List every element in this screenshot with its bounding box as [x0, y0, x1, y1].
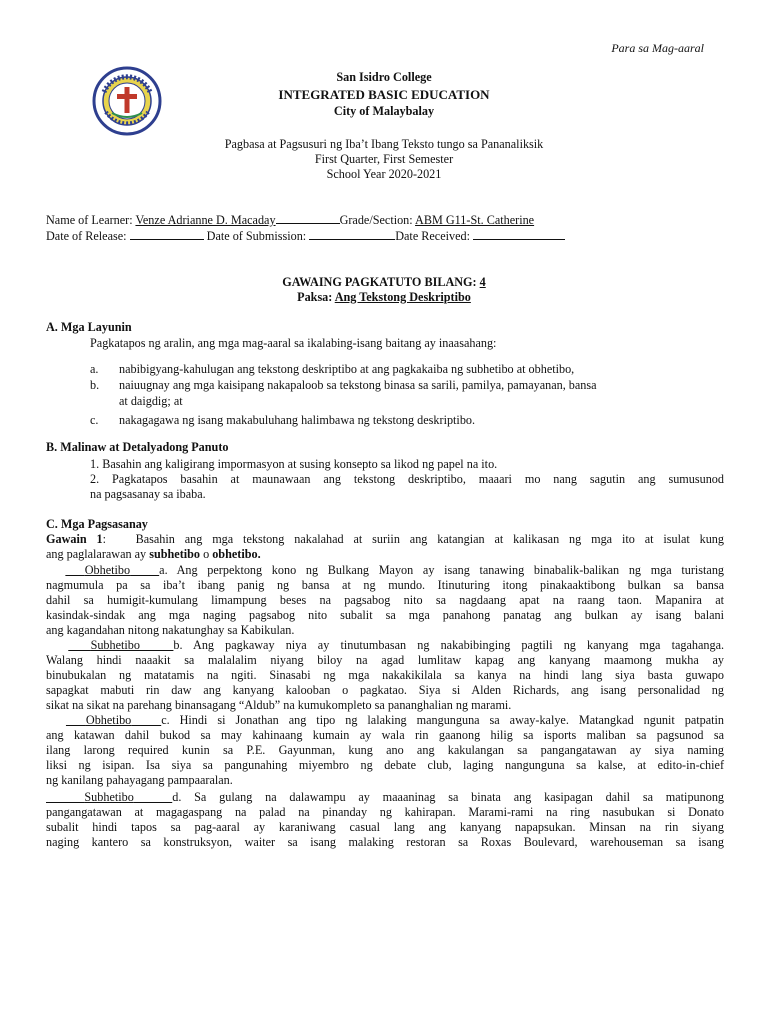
objective-label: a. — [90, 362, 99, 376]
objectives-intro: Pagkatapos ng aralin, ang mga mag-aaral sa ikalabing-isang baitang ay inaasahang: — [90, 336, 497, 350]
passage-line: liksi ng isipan. Isa siya sa pangunahing miyembro ng debate club, laging nangunguna sa kalse, at edito-in-chief — [46, 758, 724, 772]
task-text: Basahin ang mga tekstong nakalahad at suriin ang katangian at kalikasan ng mga ito at isulat kung — [135, 532, 724, 546]
objective-label: c. — [90, 413, 99, 427]
dates-row — [46, 228, 722, 244]
release-label: Date of Release: — [46, 229, 127, 243]
answer-field[interactable]: Obhetibo — [84, 563, 131, 577]
learner-name-field[interactable]: Venze Adrianne D. Macaday — [135, 213, 276, 227]
task-label: Gawain 1 — [46, 532, 103, 546]
activity-topic — [0, 290, 768, 305]
name-blank — [276, 212, 340, 224]
instructions-heading: B. Malinaw at Detalyadong Panuto — [46, 440, 229, 454]
school-name: San Isidro College — [336, 70, 432, 84]
instruction-item-cont: na pagsasanay sa ibaba. — [90, 487, 206, 501]
objective-text: nakagagawa ng isang makabuluhang halimbawa ng tekstong deskriptibo. — [119, 413, 476, 427]
exercises-heading: C. Mga Pagsasanay — [46, 517, 148, 531]
objective-text-cont: at daigdig; at — [119, 394, 183, 408]
passage-line: binubukalan ng matatamis na ngiti. Sinasabi ng mga nakakikilala sa kanya na hindi lang siya basta guwapo — [46, 668, 724, 682]
passage-line: pangangatawan at magagaspang na palad na pinanday ng kahirapan. Marami-rami na ring nasubukan si Donato — [46, 805, 724, 819]
objectives-heading: A. Mga Layunin — [46, 320, 132, 334]
passage-line: ang kagandahan nitong nakatunghay sa Kabikulan. — [46, 623, 295, 637]
grade-label: Grade/Section: — [339, 213, 413, 227]
answer-field[interactable]: Subhetibo — [90, 638, 140, 652]
topic-value: Ang Tekstong Deskriptibo — [334, 290, 471, 304]
option-subhetibo: subhetibo — [149, 547, 201, 561]
passage-line: ng kanilang pahayagang pampaaralan. — [46, 773, 233, 787]
passage-line: ang katawan dahil bukod sa may kahinaang kumain ay wala rin gaanong hilig sa isports maliban sa pagsunod sa — [46, 728, 724, 742]
passage-line: Subhetibo d. Sa gulang na dalawampu ay maaaninag sa binata ang kasipagan dahil sa matipunong — [46, 790, 724, 805]
objective-label: b. — [90, 378, 100, 392]
task-line2-text: ang paglalarawan ay — [46, 547, 147, 561]
passage-b — [46, 638, 724, 713]
instruction-item: 1. Basahin ang kaligirang impormasyon at susing konsepto sa likod ng papel na ito. — [90, 457, 498, 471]
header-note: Para sa Mag-aaral — [611, 41, 704, 55]
task-instructions-line2 — [46, 547, 261, 562]
passage-line: nagmumula pa sa iba’t ibang panig ng bansa at ng mundo. Itinuturing itong pinakaaktibong bulkan sa bansa — [46, 578, 724, 592]
submission-date-field[interactable] — [309, 228, 395, 240]
objective-item — [46, 378, 724, 393]
passage-line: Subhetibo b. Ang pagkaway niya ay tinutumbasan ng nakabibinging pagtili ng kanyang mga tagahanga. — [46, 638, 724, 653]
grade-section-field[interactable]: ABM G11-St. Catherine — [415, 213, 535, 227]
activity-number: 4 — [479, 275, 486, 289]
passage-line: kasindak-sindak ang mga naging pagsabog nito subalit sa mga panahong panatag ang bulkan ay isang balani — [46, 608, 724, 622]
name-label: Name of Learner: — [46, 213, 133, 227]
received-date-field[interactable] — [473, 228, 565, 240]
school-city: City of Malaybalay — [333, 104, 435, 118]
objective-text: nabibigyang-kahulugan ang tekstong deskriptibo at ang pagkakaiba ng subhetibo at obhetibo, — [119, 362, 575, 376]
activity-title-label: GAWAING PAGKATUTO BILANG: — [282, 275, 477, 289]
option-or: o — [203, 547, 210, 561]
school-year: School Year 2020-2021 — [326, 167, 442, 181]
course-quarter: First Quarter, First Semester — [314, 152, 454, 166]
answer-field[interactable]: Obhetibo — [85, 713, 132, 727]
learner-info-row — [46, 212, 722, 228]
passage-line: Obhetibo a. Ang perpektong kono ng Bulkang Mayon ay isang tanawing binabalik-balikan ng mga turistang — [46, 563, 724, 578]
option-obhetibo: obhetibo. — [212, 547, 261, 561]
activity-title — [0, 275, 768, 290]
submission-label: Date of Submission: — [206, 229, 307, 243]
passage-line: sikat na sikat na parehang binansagang “Aldub” na kumukompleto sa pananghalian ng marami. — [46, 698, 512, 712]
passage-a — [46, 563, 724, 638]
passage-line: Obhetibo c. Hindi si Jonathan ang tipo ng lalaking mangunguna sa away-kalye. Matangkad ngunit patpatin — [46, 713, 724, 728]
objective-item — [46, 362, 724, 377]
passage-d — [46, 790, 724, 850]
objective-text: naiuugnay ang mga kaisipang nakapaloob sa tekstong binasa sa sarili, pamilya, pamayanan, bansa — [119, 378, 597, 392]
passage-line: naging kantero sa konstruksyon, waiter sa isang malaking restoran sa Roxas Boulevard, warehouseman sa isang — [46, 835, 724, 849]
passage-line: ilang larong required kunin sa P.E. Gayunman, kung ano ang kakulangan sa pangangatawan ay siya naming — [46, 743, 724, 757]
release-date-field[interactable] — [130, 228, 204, 240]
course-title: Pagbasa at Pagsusuri ng Iba’t Ibang Teksto tungo sa Pananaliksik — [224, 137, 544, 151]
passage-line: dahil sa humigit-kumulang limampung beses na pagsabog nito sa nagdaang apat na raang taon. Mapanira at — [46, 593, 724, 607]
received-label: Date Received: — [395, 229, 470, 243]
passage-line: sapagkat mabuti rin daw ang kanyang kalooban o pagkatao. Siya si Alden Richards, ang isang personalidad ng — [46, 683, 724, 697]
objective-item — [46, 413, 724, 428]
topic-label: Paksa: — [297, 290, 333, 304]
school-department: INTEGRATED BASIC EDUCATION — [278, 87, 490, 102]
answer-field[interactable]: Subhetibo — [84, 790, 134, 804]
instruction-item: 2. Pagkatapos basahin at maunawaan ang tekstong deskriptibo, maaari mo nang sagutin ang sumusunod — [90, 472, 724, 486]
passage-c — [46, 713, 724, 788]
passage-line: subalit hindi tapos sa pag-aaral ay karaniwang casual lang ang kanyang napapsukan. Minsan na rin siyang — [46, 820, 724, 834]
passage-line: Walang hindi naaakit sa malalalim niyang biloy na agad lumlitaw kapag ang kanyang maamong mukha ay — [46, 653, 724, 667]
task-instructions: Gawain 1: Basahin ang mga tekstong nakalahad at suriin ang katangian at kalikasan ng mga ito at isulat kung — [46, 532, 724, 546]
